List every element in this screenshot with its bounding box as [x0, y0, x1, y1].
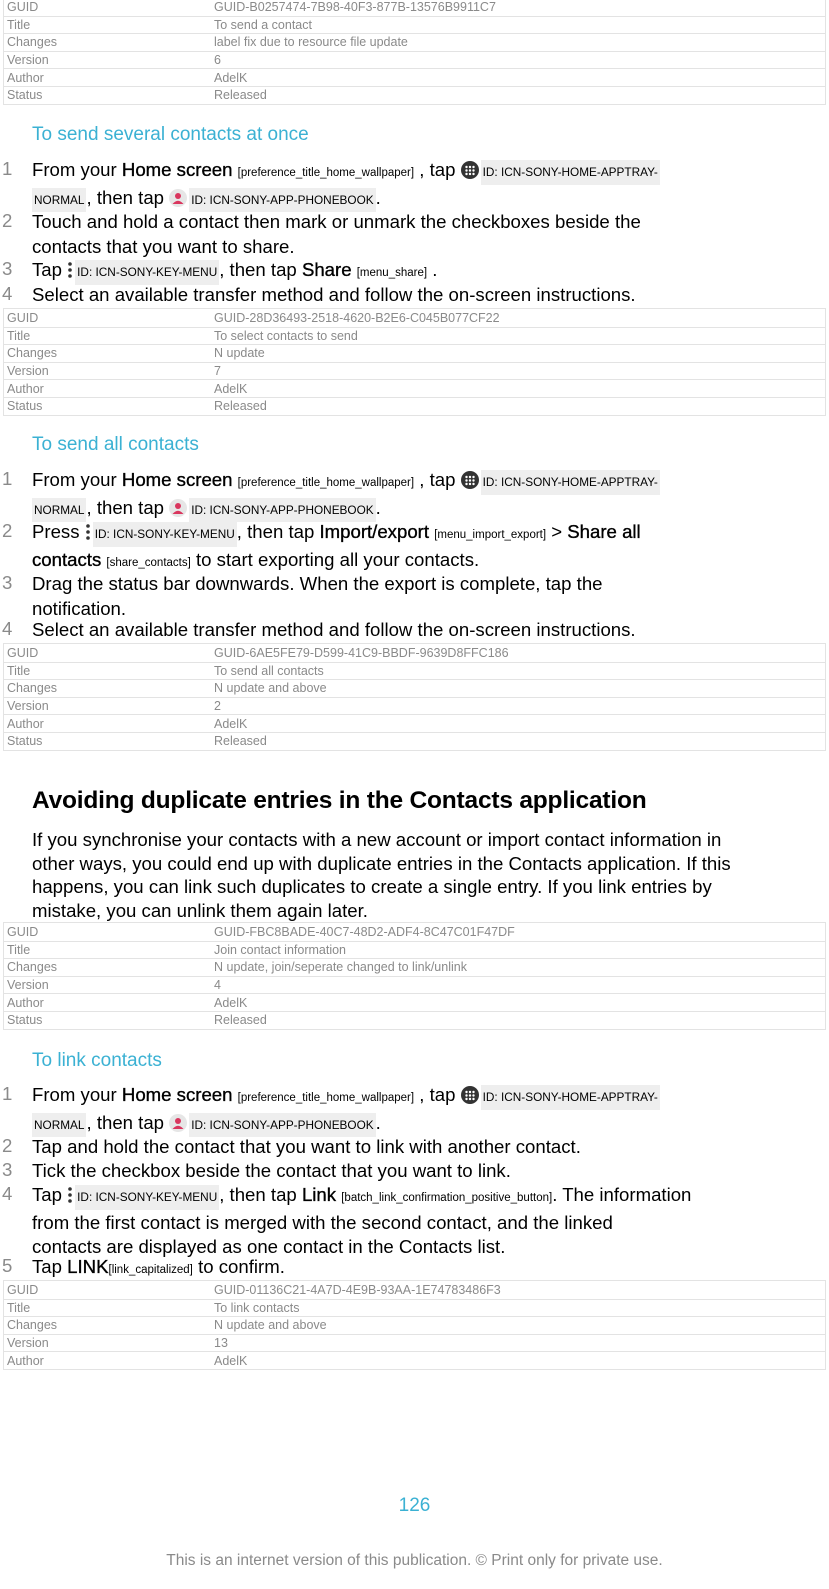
text-then-tap: , then tap: [236, 521, 315, 542]
metadata-row: [4, 33, 825, 51]
home-screen-code: [preference_title_home_wallpaper]: [237, 1092, 415, 1104]
metadata-value: AdelK: [214, 70, 248, 85]
step-text-line: contacts are displayed as one contact in the Contacts list.: [32, 1236, 506, 1257]
text-then-tap: , then tap: [86, 186, 165, 208]
step-number: 2: [2, 210, 13, 231]
metadata-row: [4, 379, 825, 397]
metadata-value: GUID-01136C21-4A7D-4E9B-93AA-1E74783486F3: [214, 1282, 501, 1297]
duplicates-paragraph: [32, 828, 828, 922]
metadata-key: Status: [7, 734, 43, 749]
metadata-key: Changes: [7, 35, 58, 50]
step-number: 3: [2, 572, 13, 593]
main-heading-duplicates: Avoiding duplicate entries in the Contacts application: [32, 787, 647, 814]
metadata-row: [4, 397, 825, 415]
metadata-key: GUID: [7, 645, 39, 660]
metadata-value: N update and above: [214, 681, 327, 696]
metadata-key: Author: [7, 381, 44, 396]
metadata-key: Author: [7, 1353, 44, 1368]
metadata-key: Changes: [7, 960, 58, 975]
text-comma-tap: , tap: [419, 159, 456, 180]
metadata-table: [3, 308, 826, 416]
step-text-line: Tap and hold the contact that you want to link with another contact.: [32, 1136, 581, 1157]
step-text: [32, 210, 822, 259]
phonebook-id-label: ID: ICN-SONY-APP-PHONEBOOK: [189, 188, 375, 213]
share-all-label: Share all: [567, 521, 641, 542]
metadata-row: [4, 1316, 825, 1334]
step-text: [32, 618, 822, 643]
metadata-value: 2: [214, 699, 221, 714]
step-text: [32, 468, 822, 522]
text-from-your: From your: [32, 159, 117, 180]
metadata-row: [4, 662, 825, 680]
metadata-value: 7: [214, 364, 221, 379]
metadata-row: [4, 1351, 825, 1369]
step-text: [32, 158, 822, 212]
metadata-value: AdelK: [214, 381, 248, 396]
menu-id-label: ID: ICN-SONY-KEY-MENU: [93, 522, 237, 547]
home-screen-label: Home screen: [121, 1084, 233, 1105]
apptray-id-label: ID: ICN-SONY-HOME-APPTRAY-: [481, 160, 660, 185]
metadata-value: N update and above: [214, 1318, 327, 1333]
metadata-row: [4, 1011, 825, 1029]
metadata-key: Status: [7, 1013, 43, 1028]
step-number: 1: [2, 158, 13, 179]
metadata-key: Version: [7, 1336, 49, 1351]
page-number: 126: [398, 1495, 431, 1516]
metadata-row: [4, 16, 825, 34]
step-text-line: from the first contact is merged with the second contact, and the linked: [32, 1211, 613, 1233]
apptray-id-label: ID: ICN-SONY-HOME-APPTRAY-: [481, 470, 660, 495]
section-heading-send-several: To send several contacts at once: [32, 124, 309, 145]
paragraph-line: happens, you can link such duplicates to create a single entry. If you link entries by: [32, 876, 712, 897]
text-tap: Tap: [32, 259, 62, 280]
metadata-value: label fix due to resource file update: [214, 35, 408, 50]
home-screen-label: Home screen: [121, 469, 233, 490]
step-text-line: Drag the status bar downwards. When the export is complete, tap the: [32, 573, 603, 594]
metadata-row: [4, 327, 825, 345]
import-export-code: [menu_import_export]: [434, 529, 547, 541]
metadata-key: Author: [7, 70, 44, 85]
metadata-value: To send a contact: [214, 17, 312, 32]
menu-id-label: ID: ICN-SONY-KEY-MENU: [75, 1185, 219, 1210]
metadata-key: Title: [7, 17, 31, 32]
link-capitalized-label: LINK: [67, 1256, 109, 1277]
metadata-value: AdelK: [214, 995, 248, 1010]
share-label: Share: [301, 259, 352, 280]
metadata-table: [3, 922, 826, 1030]
step-text-line: Select an available transfer method and follow the on-screen instructions.: [32, 284, 636, 305]
metadata-row: [4, 51, 825, 69]
step-number: 5: [2, 1255, 13, 1276]
text-then-tap: , then tap: [86, 1111, 165, 1133]
metadata-row: [4, 697, 825, 715]
text-period: .: [375, 496, 381, 518]
metadata-row: [4, 344, 825, 362]
share-all-label-cont: contacts: [32, 548, 102, 570]
share-contacts-code: [share_contacts]: [106, 556, 191, 569]
metadata-value: 13: [214, 1336, 228, 1351]
metadata-value: AdelK: [214, 716, 248, 731]
metadata-row: [4, 1281, 825, 1299]
step-text: [32, 1135, 822, 1160]
paragraph-line: other ways, you could end up with duplicate entries in the Contacts application. If this: [32, 852, 731, 874]
metadata-row: [4, 732, 825, 750]
app-tray-icon: [461, 161, 479, 179]
metadata-key: Title: [7, 942, 31, 957]
metadata-value: GUID-FBC8BADE-40C7-48D2-ADF4-8C47C01F47DF: [214, 924, 515, 939]
metadata-row: [4, 958, 825, 976]
step-text: [32, 1083, 822, 1137]
metadata-key: GUID: [7, 924, 39, 939]
step-number: 1: [2, 468, 13, 489]
metadata-value: N update, join/seperate changed to link/unlink: [214, 960, 467, 975]
text-tap: Tap: [32, 1256, 62, 1277]
metadata-table: [3, 0, 826, 105]
menu-icon: [67, 261, 73, 279]
metadata-value: GUID-B0257474-7B98-40F3-877B-13576B9911C7: [214, 0, 496, 14]
paragraph-line: mistake, you can unlink them again later.: [32, 899, 368, 921]
metadata-key: Version: [7, 364, 49, 379]
link-capitalized-code: [link_capitalized]: [108, 1264, 193, 1276]
step-number: 3: [2, 1159, 13, 1180]
metadata-key: Changes: [7, 1318, 58, 1333]
text-press: Press: [32, 521, 80, 542]
metadata-value: Released: [214, 1013, 267, 1028]
metadata-row: [4, 941, 825, 959]
step-text-line: contacts that you want to share.: [32, 235, 295, 257]
metadata-key: GUID: [7, 1282, 39, 1297]
step-text-line: Touch and hold a contact then mark or unmark the checkboxes beside the: [32, 211, 641, 232]
metadata-value: Released: [214, 88, 267, 103]
step-text-line: notification.: [32, 597, 127, 619]
app-tray-icon: [461, 1086, 479, 1104]
metadata-value: GUID-6AE5FE79-D599-41C9-BBDF-9639D8FFC186: [214, 645, 509, 660]
text-period: .: [375, 1111, 381, 1133]
text-confirm: to confirm.: [198, 1256, 285, 1277]
link-code: [batch_link_confirmation_positive_button]: [341, 1192, 553, 1204]
text-from-your: From your: [32, 1084, 117, 1105]
step-text-line: Tick the checkbox beside the contact that you want to link.: [32, 1160, 511, 1181]
metadata-key: Author: [7, 995, 44, 1010]
metadata-value: To send all contacts: [214, 663, 324, 678]
metadata-key: Version: [7, 699, 49, 714]
apptray-id-label-cont: NORMAL: [32, 188, 86, 213]
metadata-key: Title: [7, 328, 31, 343]
metadata-row: [4, 0, 825, 16]
apptray-id-label-cont: NORMAL: [32, 1113, 86, 1138]
metadata-row: [4, 362, 825, 380]
metadata-table: [3, 643, 826, 751]
metadata-key: Status: [7, 88, 43, 103]
phonebook-id-label: ID: ICN-SONY-APP-PHONEBOOK: [189, 498, 375, 523]
text-then-tap: , then tap: [219, 259, 297, 280]
apptray-id-label-cont: NORMAL: [32, 498, 86, 523]
metadata-value: Released: [214, 734, 267, 749]
metadata-key: Version: [7, 53, 49, 68]
step-text: [32, 1255, 822, 1283]
text-export: to start exporting all your contacts.: [195, 548, 480, 570]
metadata-row: [4, 923, 825, 941]
text-then-tap: , then tap: [86, 496, 165, 518]
section-heading-link-contacts: To link contacts: [32, 1050, 162, 1071]
step-number: 1: [2, 1083, 13, 1104]
text-comma-tap: , tap: [419, 469, 456, 490]
metadata-value: 4: [214, 978, 221, 993]
step-number: 4: [2, 283, 13, 304]
section-heading-send-all: To send all contacts: [32, 434, 199, 455]
metadata-key: Version: [7, 978, 49, 993]
phonebook-icon: [169, 499, 187, 517]
metadata-value: GUID-28D36493-2518-4620-B2E6-C045B077CF22: [214, 310, 500, 325]
metadata-value: To link contacts: [214, 1300, 300, 1315]
menu-icon: [85, 523, 91, 541]
menu-id-label: ID: ICN-SONY-KEY-MENU: [75, 260, 219, 285]
text-period: .: [432, 259, 438, 280]
paragraph-line: If you synchronise your contacts with a new account or import contact information in: [32, 829, 722, 850]
footer-note: This is an internet version of this publication. © Print only for private use.: [166, 1552, 663, 1569]
step-number: 4: [2, 1183, 13, 1204]
text-period: .: [375, 186, 381, 208]
metadata-key: Title: [7, 663, 31, 678]
home-screen-code: [preference_title_home_wallpaper]: [237, 167, 415, 179]
app-tray-icon: [461, 471, 479, 489]
apptray-id-label: ID: ICN-SONY-HOME-APPTRAY-: [481, 1085, 660, 1110]
metadata-row: [4, 1299, 825, 1317]
home-screen-label: Home screen: [121, 159, 233, 180]
step-text: [32, 258, 822, 286]
metadata-value: To select contacts to send: [214, 328, 358, 343]
metadata-row: [4, 68, 825, 86]
step-text: [32, 1183, 822, 1260]
menu-icon: [67, 1186, 73, 1204]
metadata-table: [3, 1280, 826, 1370]
metadata-value: 6: [214, 53, 221, 68]
metadata-row: [4, 714, 825, 732]
metadata-value: AdelK: [214, 1353, 248, 1368]
metadata-key: GUID: [7, 310, 39, 325]
metadata-row: [4, 309, 825, 327]
import-export-label: Import/export: [319, 521, 430, 542]
step-text: [32, 520, 822, 575]
step-text: [32, 572, 822, 621]
share-code: [menu_share]: [356, 267, 428, 279]
metadata-key: GUID: [7, 0, 39, 14]
step-number: 3: [2, 258, 13, 279]
text-information: . The information: [552, 1184, 692, 1205]
step-text: [32, 1159, 822, 1184]
metadata-key: Changes: [7, 346, 58, 361]
metadata-value: Released: [214, 399, 267, 414]
home-screen-code: [preference_title_home_wallpaper]: [237, 477, 415, 489]
metadata-row: [4, 976, 825, 994]
step-number: 2: [2, 1135, 13, 1156]
phonebook-id-label: ID: ICN-SONY-APP-PHONEBOOK: [189, 1113, 375, 1138]
metadata-key: Author: [7, 716, 44, 731]
phonebook-icon: [169, 1114, 187, 1132]
text-tap: Tap: [32, 1184, 62, 1205]
metadata-value: Join contact information: [214, 942, 347, 957]
metadata-row: [4, 86, 825, 104]
metadata-key: Title: [7, 1300, 31, 1315]
metadata-row: [4, 1334, 825, 1352]
phonebook-icon: [169, 189, 187, 207]
text-then-tap: , then tap: [219, 1184, 297, 1205]
text-separator: >: [551, 521, 563, 542]
step-text-line: Select an available transfer method and follow the on-screen instructions.: [32, 619, 636, 640]
step-number: 2: [2, 520, 13, 541]
text-comma-tap: , tap: [419, 1084, 456, 1105]
metadata-key: Changes: [7, 681, 58, 696]
step-text: [32, 283, 822, 308]
metadata-row: [4, 679, 825, 697]
metadata-row: [4, 993, 825, 1011]
metadata-row: [4, 644, 825, 662]
text-from-your: From your: [32, 469, 117, 490]
metadata-value: N update: [214, 346, 265, 361]
metadata-key: Status: [7, 399, 43, 414]
step-number: 4: [2, 618, 13, 639]
link-label: Link: [301, 1184, 337, 1205]
